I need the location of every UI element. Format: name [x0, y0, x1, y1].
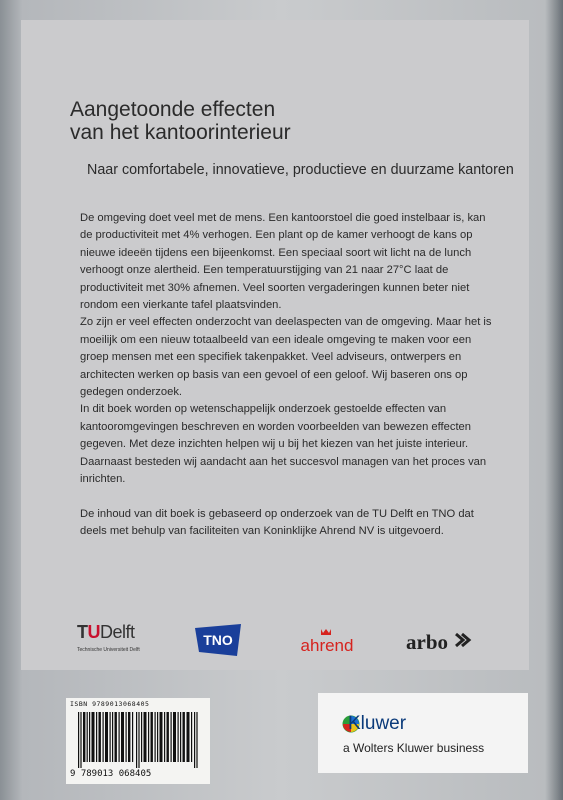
publisher-name: Kluwer	[348, 713, 407, 734]
arbo-logo-text: arbo	[406, 630, 448, 654]
tno-logo	[191, 622, 245, 658]
blurb	[80, 210, 500, 540]
blurb-paragraph-2: Zo zijn er veel effecten onderzocht van deelaspecten van de omgeving. Maar het is moeilijk om een nieuw totaalbeeld van een ideale omgeving te maken voor een groep mensen met een specifiek takenpakket. Veel adviseurs, ontwerpers en architecten werken op basis van een gevoel of een geloof. Wij baseren ons op gedegen onderzoek.	[80, 316, 492, 399]
title-line-1: Aangetoonde effecten	[70, 98, 276, 121]
ahrend-logo-text: ahrend	[300, 636, 354, 655]
publisher-logo	[318, 693, 528, 773]
tno-logo-mark	[191, 622, 245, 658]
barcode-bars	[78, 712, 204, 768]
isbn-label: ISBN 9789013068405	[70, 700, 150, 708]
title-line-2: van het kantoorinterieur	[70, 121, 291, 144]
tudelft-logo-u: U	[87, 622, 100, 642]
ahrend-logo	[287, 626, 367, 656]
tudelft-logo	[77, 622, 167, 658]
ahrend-logo-mark	[287, 626, 367, 656]
double-chevron-icon	[456, 634, 469, 646]
tudelft-logo-name: Delft	[100, 622, 135, 642]
book-subtitle: Naar comfortabele, innovatieve, productieve en duurzame kantoren	[87, 162, 514, 178]
tudelft-logo-subtitle: Technische Universiteit Delft	[77, 647, 140, 653]
barcode	[66, 698, 210, 784]
blurb-paragraph-1: De omgeving doet veel met de mens. Een kantoorstoel die goed instelbaar is, kan de productiviteit met 4% verhogen. Een plant op de kamer verhoogt de kans op nieuwe ideeën tijdens een bijeenkomst. Een speciaal soort wit licht na de lunch verhoogt onze alertheid. Een temperatuurstijging van 21 naar 27°C laat de productiviteit met 30% afnemen. Veel soorten vergaderingen kunnen beter niet rondom een vierkante tafel plaatsvinden.	[80, 212, 486, 312]
spine-shadow	[545, 0, 563, 800]
barcode-digits: 9 789013 068405	[70, 769, 152, 779]
arbo-logo-mark	[404, 626, 484, 656]
arbo-logo	[404, 626, 484, 656]
tno-logo-text: TNO	[203, 632, 233, 648]
book-title	[70, 98, 510, 144]
publisher-tagline: a Wolters Kluwer business	[343, 741, 485, 755]
tudelft-logo-t: T	[77, 622, 88, 642]
blurb-paragraph-3: In dit boek worden op wetenschappelijk onderzoek gestoelde effecten van kantooromgevingen beschreven en worden voorbeelden van bewezen effecten gegeven. Met deze inzichten helpen wij u bij het kiezen van het juiste interieur. Daarnaast besteden wij aandacht aan het succesvol managen van het proces van inrichten.	[80, 403, 487, 486]
crown-icon	[321, 629, 331, 635]
blurb-paragraph-4: De inhoud van dit boek is gebaseerd op onderzoek van de TU Delft en TNO dat deels met behulp van faciliteiten van Koninklijke Ahrend NV is uitgevoerd.	[80, 507, 474, 537]
